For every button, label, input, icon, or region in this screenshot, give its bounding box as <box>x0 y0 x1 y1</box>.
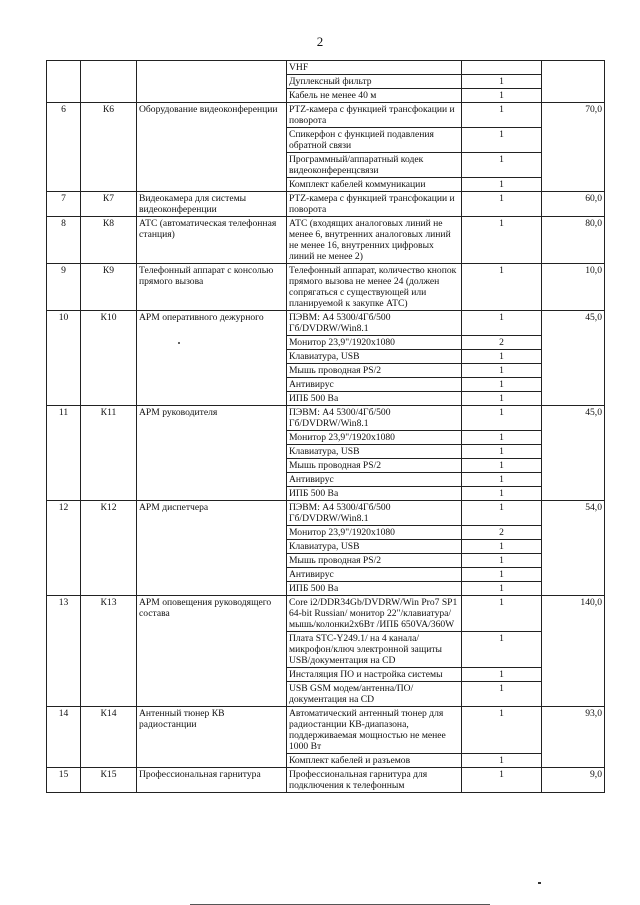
qty-cell: 1 <box>462 350 542 364</box>
spec-cell: Инсталяция ПО и настройка системы <box>287 668 462 682</box>
qty-cell: 1 <box>462 264 542 311</box>
spec-cell: Кабель не менее 40 м <box>287 89 462 103</box>
code-cell: К6 <box>81 103 137 192</box>
code-cell: К15 <box>81 768 137 793</box>
row-number-cell: 13 <box>47 596 81 707</box>
price-cell: 70,0 <box>542 103 605 192</box>
spec-cell: Плата STC-Y249.1/ на 4 канала/микрофон/ключ электронной защиты USB/документация на CD <box>287 632 462 668</box>
spec-cell: PTZ-камера с функцией трансфокации и поворота <box>287 103 462 128</box>
row-number-cell: 9 <box>47 264 81 311</box>
code-cell: К12 <box>81 501 137 596</box>
qty-cell: 2 <box>462 336 542 350</box>
spec-cell: ИПБ 500 Ва <box>287 487 462 501</box>
spec-cell: Клавиатура, USB <box>287 350 462 364</box>
code-cell: К9 <box>81 264 137 311</box>
spec-cell: Клавиатура, USB <box>287 445 462 459</box>
spec-cell: ПЭВМ: А4 5300/4Гб/500 Гб/DVDRW/Win8.1 <box>287 406 462 431</box>
table-row <box>47 264 605 311</box>
qty-cell: 1 <box>462 568 542 582</box>
price-cell: 10,0 <box>542 264 605 311</box>
spec-cell: ИПБ 500 Ва <box>287 582 462 596</box>
price-cell: 60,0 <box>542 192 605 217</box>
qty-cell: 1 <box>462 378 542 392</box>
spec-cell: PTZ-камера с функцией трансфокации и поворота <box>287 192 462 217</box>
spec-cell: USB GSM модем/антенна/ПО/документация на CD <box>287 682 462 707</box>
price-cell <box>542 61 605 103</box>
item-name-cell: Видеокамера для системы видеоконференции <box>137 192 287 217</box>
code-cell <box>81 61 137 103</box>
spec-cell: Антивирус <box>287 568 462 582</box>
qty-cell: 1 <box>462 501 542 526</box>
spec-cell: Телефонный аппарат, количество кнопок прямого вызова не менее 24 (должен сопрягаться с существующей или планируемой к закупке АТС) <box>287 264 462 311</box>
spec-cell: Автоматический антенный тюнер для радиостанции КВ-диапазона, поддерживаемая мощностью не менее 1000 Вт <box>287 707 462 754</box>
code-cell: К7 <box>81 192 137 217</box>
table-row <box>47 103 605 128</box>
qty-cell: 1 <box>462 103 542 128</box>
qty-cell: 1 <box>462 473 542 487</box>
row-number-cell: 11 <box>47 406 81 501</box>
price-cell: 9,0 <box>542 768 605 793</box>
item-name-cell: АРМ оповещения руководящего состава <box>137 596 287 707</box>
spec-cell: Программный/аппаратный кодек видеоконференцсвязи <box>287 153 462 178</box>
spec-cell: VHF <box>287 61 462 75</box>
spec-cell: Монитор 23,9"/1920x1080 <box>287 431 462 445</box>
spec-cell: АТС (входящих аналоговых линий не менее 6, внутренних аналоговых линий не менее 16, внутренних цифровых линий не менее 2) <box>287 217 462 264</box>
qty-cell: 1 <box>462 89 542 103</box>
spec-cell: Профессиональная гарнитура для подключения к телефонным <box>287 768 462 793</box>
code-cell: К11 <box>81 406 137 501</box>
row-number-cell: 8 <box>47 217 81 264</box>
qty-cell: 1 <box>462 178 542 192</box>
qty-cell: 1 <box>462 128 542 153</box>
spec-cell: Комплект кабелей и разъемов <box>287 754 462 768</box>
spec-cell: ПЭВМ: А4 5300/4Гб/500 Гб/DVDRW/Win8.1 <box>287 501 462 526</box>
table-row <box>47 768 605 793</box>
price-cell: 140,0 <box>542 596 605 707</box>
item-name-cell: Телефонный аппарат с консолью прямого вызова <box>137 264 287 311</box>
qty-cell: 1 <box>462 540 542 554</box>
qty-cell: 1 <box>462 707 542 754</box>
qty-cell: 1 <box>462 431 542 445</box>
spec-cell: Мышь проводная PS/2 <box>287 364 462 378</box>
qty-cell: 1 <box>462 668 542 682</box>
item-name-cell: АРМ диспетчера <box>137 501 287 596</box>
spec-cell: Спикерфон с функцией подавления обратной связи <box>287 128 462 153</box>
spec-cell: Дуплексный фильтр <box>287 75 462 89</box>
scan-speck <box>538 882 541 884</box>
item-name-cell: Оборудование видеоконференции <box>137 103 287 192</box>
price-cell: 54,0 <box>542 501 605 596</box>
scan-speck <box>178 342 180 344</box>
item-name-cell: АРМ оперативного дежурного <box>137 311 287 406</box>
table-row <box>47 406 605 431</box>
spec-cell: Клавиатура, USB <box>287 540 462 554</box>
qty-cell: 1 <box>462 406 542 431</box>
table-row <box>47 217 605 264</box>
qty-cell: 1 <box>462 682 542 707</box>
qty-cell: 1 <box>462 487 542 501</box>
row-number-cell: 10 <box>47 311 81 406</box>
qty-cell: 1 <box>462 554 542 568</box>
item-name-cell: АРМ руководителя <box>137 406 287 501</box>
qty-cell: 1 <box>462 632 542 668</box>
row-number-cell <box>47 61 81 103</box>
spec-cell: Монитор 23,9"/1920x1080 <box>287 336 462 350</box>
equipment-table <box>46 60 605 793</box>
table-row <box>47 707 605 754</box>
table-row <box>47 501 605 526</box>
code-cell: К10 <box>81 311 137 406</box>
item-name-cell: Антенный тюнер КВ радиостанции <box>137 707 287 768</box>
qty-cell: 1 <box>462 768 542 793</box>
price-cell: 45,0 <box>542 406 605 501</box>
qty-cell <box>462 61 542 75</box>
table-row <box>47 192 605 217</box>
price-cell: 80,0 <box>542 217 605 264</box>
item-name-cell <box>137 61 287 103</box>
price-cell: 93,0 <box>542 707 605 768</box>
spec-cell: Монитор 23,9"/1920x1080 <box>287 526 462 540</box>
qty-cell: 1 <box>462 582 542 596</box>
code-cell: К14 <box>81 707 137 768</box>
price-cell: 45,0 <box>542 311 605 406</box>
row-number-cell: 6 <box>47 103 81 192</box>
page-number: 2 <box>316 34 324 49</box>
row-number-cell: 14 <box>47 707 81 768</box>
spec-cell: ПЭВМ: А4 5300/4Гб/500 Гб/DVDRW/Win8.1 <box>287 311 462 336</box>
spec-cell: Антивирус <box>287 473 462 487</box>
code-cell: К8 <box>81 217 137 264</box>
qty-cell: 1 <box>462 192 542 217</box>
qty-cell: 1 <box>462 445 542 459</box>
qty-cell: 1 <box>462 392 542 406</box>
row-number-cell: 12 <box>47 501 81 596</box>
qty-cell: 1 <box>462 153 542 178</box>
spec-cell: Антивирус <box>287 378 462 392</box>
row-number-cell: 7 <box>47 192 81 217</box>
qty-cell: 1 <box>462 217 542 264</box>
qty-cell: 1 <box>462 754 542 768</box>
row-number-cell: 15 <box>47 768 81 793</box>
table-row <box>47 596 605 632</box>
spec-cell: Мышь проводная PS/2 <box>287 554 462 568</box>
spec-cell: Комплект кабелей коммуникации <box>287 178 462 192</box>
qty-cell: 1 <box>462 75 542 89</box>
code-cell: К13 <box>81 596 137 707</box>
item-name-cell: Профессиональная гарнитура <box>137 768 287 793</box>
qty-cell: 1 <box>462 596 542 632</box>
spec-cell: Core i2/DDR34Gb/DVDRW/Win Pro7 SP1 64-bit Russian/ монитор 22"/клавиатура/мышь/колонки2х6Вт /ИПБ 650VA/360W <box>287 596 462 632</box>
qty-cell: 1 <box>462 459 542 473</box>
qty-cell: 1 <box>462 311 542 336</box>
table-row <box>47 311 605 336</box>
item-name-cell: АТС (автоматическая телефонная станция) <box>137 217 287 264</box>
spec-cell: Мышь проводная PS/2 <box>287 459 462 473</box>
qty-cell: 1 <box>462 364 542 378</box>
spec-cell: ИПБ 500 Ва <box>287 392 462 406</box>
table-row <box>47 61 605 75</box>
qty-cell: 2 <box>462 526 542 540</box>
